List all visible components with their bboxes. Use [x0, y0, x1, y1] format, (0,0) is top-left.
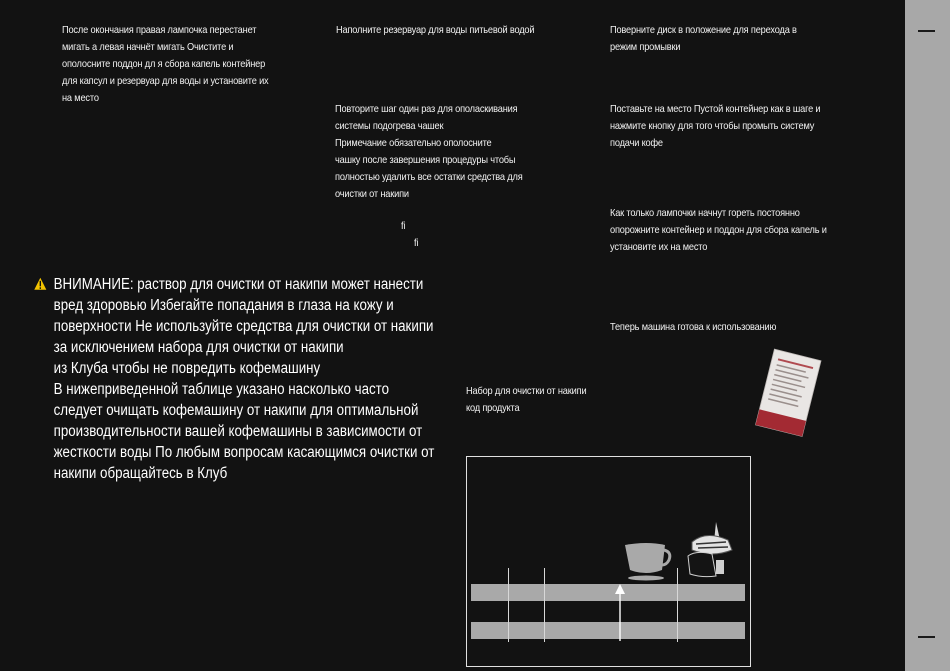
- step-text-repeat: [335, 101, 523, 203]
- text-line: Поверните диск в положение для перехода в: [610, 24, 797, 36]
- table-divider: [677, 568, 678, 642]
- text-line: Как только лампочки начнут гореть постоянно: [610, 207, 800, 219]
- arrow-up-icon: [613, 583, 627, 641]
- step-text-ready: [610, 319, 776, 336]
- text-line: Повторите шаг один раз для ополаскивания: [335, 103, 518, 115]
- step-text-fill-tank: [336, 22, 534, 39]
- table-bar-top: [471, 584, 745, 601]
- warning-icon: [33, 276, 48, 291]
- warning-line: следует очищать кофемашину от накипи для оптимальной: [53, 402, 419, 419]
- text-line: установите их на место: [610, 241, 708, 253]
- descaling-packet-image: [754, 348, 824, 440]
- warning-line: ВНИМАНИЕ: раствор для очистки от накипи может нанести: [53, 276, 424, 293]
- sidebar-dash-top: [918, 30, 935, 32]
- text-line: чашку после завершения процедуры чтобы: [335, 154, 516, 166]
- fi-glyph: ﬁ: [401, 220, 406, 232]
- text-line: очистки от накипи: [335, 188, 409, 200]
- coffee-machine-icon: [686, 520, 738, 578]
- descaling-kit-label: [466, 383, 586, 417]
- step-text-turn-dial: [610, 22, 797, 56]
- text-line: Примечание обязательно ополосните: [335, 137, 492, 149]
- table-divider: [508, 568, 509, 642]
- text-line: ополосните поддон дл я сбора капель контейнер: [62, 58, 266, 70]
- table-divider: [544, 568, 545, 642]
- text-line: Поставьте на место Пустой контейнер как в шаге и: [610, 103, 821, 115]
- warning-line: жесткости воды По любым вопросам касающимся очистки от: [53, 444, 435, 461]
- text-line: полностью удалить все остатки средства для: [335, 171, 523, 183]
- text-line: После окончания правая лампочка перестанет: [62, 24, 257, 36]
- text-line: Набор для очистки от накипи: [466, 385, 587, 397]
- text-line: мигать а левая начнёт мигать Очистите и: [62, 41, 234, 53]
- text-line: подачи кофе: [610, 137, 663, 149]
- text-line: режим промывки: [610, 41, 681, 53]
- text-line: код продукта: [466, 402, 520, 414]
- warning-line: за исключением набора для очистки от накипи: [53, 339, 344, 356]
- step-text-empty-tray: [62, 22, 269, 107]
- warning-line: В нижеприведенной таблице указано насколько часто: [53, 381, 390, 398]
- step-text-place-container: [610, 101, 820, 152]
- table-bar-bottom: [471, 622, 745, 639]
- warning-line: накипи обращайтесь в Клуб: [53, 465, 228, 482]
- text-line: нажмите кнопку для того чтобы промыть систему: [610, 120, 815, 132]
- fi-glyph: ﬁ: [414, 237, 419, 249]
- text-line: Наполните резервуар для воды питьевой водой: [336, 24, 535, 36]
- warning-line: из Клуба чтобы не повредить кофемашину: [53, 360, 321, 377]
- text-line: системы подогрева чашек: [335, 120, 444, 132]
- text-line: опорожните контейнер и поддон для сбора капель и: [610, 224, 827, 236]
- text-line: для капсул и резервуар для воды и установите их: [62, 75, 269, 87]
- text-line: на место: [62, 92, 99, 104]
- step-text-lamps-steady: [610, 205, 827, 256]
- warning-line: вред здоровью Избегайте попадания в глаза на кожу и: [53, 297, 394, 314]
- warning-block: [33, 274, 434, 484]
- warning-line: поверхности Не используйте средства для очистки от накипи: [53, 318, 434, 335]
- text-line: Теперь машина готова к использованию: [610, 321, 777, 333]
- page-edge-sidebar: [905, 0, 950, 671]
- sidebar-dash-bottom: [918, 636, 935, 638]
- warning-line: производительности вашей кофемашины в зависимости от: [53, 423, 423, 440]
- cup-icon: [622, 540, 672, 582]
